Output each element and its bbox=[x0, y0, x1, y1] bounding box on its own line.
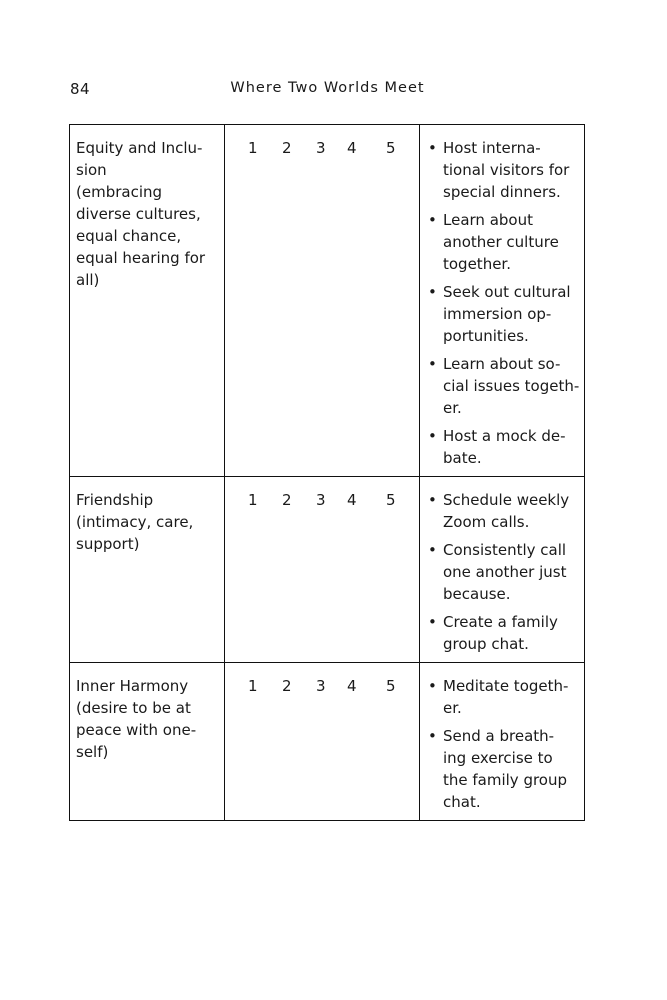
bullet-icon: • bbox=[428, 613, 437, 631]
rating-option-4: 4 bbox=[347, 139, 357, 157]
rating-scale bbox=[225, 675, 419, 697]
action-text: Send a breath- ing exercise to the family group chat. bbox=[443, 727, 568, 811]
bullet-icon: • bbox=[428, 427, 437, 445]
bullet-icon: • bbox=[428, 211, 437, 229]
bullet-icon: • bbox=[428, 677, 437, 695]
value-name: Equity and Inclu- sion bbox=[76, 139, 203, 179]
action-item bbox=[426, 353, 580, 419]
bullet-icon: • bbox=[428, 139, 437, 157]
rating-option-2: 2 bbox=[282, 139, 292, 157]
action-item bbox=[426, 489, 580, 533]
rating-option-1: 1 bbox=[248, 139, 258, 157]
rating-option-4: 4 bbox=[347, 491, 357, 509]
rating-option-5: 5 bbox=[386, 139, 396, 157]
value-name: Inner Harmony bbox=[76, 677, 189, 695]
rating-option-4: 4 bbox=[347, 677, 357, 695]
rating-option-3: 3 bbox=[316, 677, 326, 695]
action-text: Host interna- tional visitors for special dinners. bbox=[443, 139, 570, 201]
action-item bbox=[426, 425, 580, 469]
action-item bbox=[426, 281, 580, 347]
rating-cell bbox=[225, 663, 420, 821]
rating-scale bbox=[225, 489, 419, 511]
action-item bbox=[426, 675, 580, 719]
action-item bbox=[426, 137, 580, 203]
action-text: Schedule weekly Zoom calls. bbox=[443, 491, 570, 531]
action-text: Learn about so- cial issues togeth- er. bbox=[443, 355, 580, 417]
action-text: Create a family group chat. bbox=[443, 613, 558, 653]
action-text: Learn about another culture together. bbox=[443, 211, 559, 273]
action-item bbox=[426, 725, 580, 813]
action-text: Host a mock de- bate. bbox=[443, 427, 566, 467]
action-list bbox=[426, 137, 580, 469]
rating-scale bbox=[225, 137, 419, 159]
value-description: (embracing diverse cultures, equal chance, equal hearing for all) bbox=[76, 183, 206, 289]
actions-cell bbox=[420, 125, 585, 477]
value-cell bbox=[70, 663, 225, 821]
rating-option-2: 2 bbox=[282, 677, 292, 695]
action-list bbox=[426, 489, 580, 655]
rating-cell bbox=[225, 477, 420, 663]
rating-cell bbox=[225, 125, 420, 477]
bullet-icon: • bbox=[428, 727, 437, 745]
action-text: Consistently call one another just because. bbox=[443, 541, 567, 603]
rating-option-1: 1 bbox=[248, 677, 258, 695]
bullet-icon: • bbox=[428, 541, 437, 559]
value-cell bbox=[70, 477, 225, 663]
value-cell bbox=[70, 125, 225, 477]
table-row bbox=[70, 663, 585, 821]
values-table bbox=[69, 124, 585, 821]
rating-option-5: 5 bbox=[386, 677, 396, 695]
bullet-icon: • bbox=[428, 491, 437, 509]
action-item bbox=[426, 539, 580, 605]
action-item bbox=[426, 209, 580, 275]
actions-cell bbox=[420, 663, 585, 821]
bullet-icon: • bbox=[428, 283, 437, 301]
value-description: (desire to be at peace with one- self) bbox=[76, 699, 197, 761]
action-item bbox=[426, 611, 580, 655]
rating-option-2: 2 bbox=[282, 491, 292, 509]
table-row bbox=[70, 125, 585, 477]
running-title: Where Two Worlds Meet bbox=[230, 80, 425, 96]
action-text: Meditate togeth- er. bbox=[443, 677, 569, 717]
rating-option-3: 3 bbox=[316, 491, 326, 509]
rating-option-3: 3 bbox=[316, 139, 326, 157]
table-row bbox=[70, 477, 585, 663]
actions-cell bbox=[420, 477, 585, 663]
bullet-icon: • bbox=[428, 355, 437, 373]
value-description: (intimacy, care, support) bbox=[76, 513, 194, 553]
rating-option-5: 5 bbox=[386, 491, 396, 509]
rating-option-1: 1 bbox=[248, 491, 258, 509]
page-number: 84 bbox=[70, 80, 91, 98]
value-name: Friendship bbox=[76, 491, 154, 509]
action-list bbox=[426, 675, 580, 813]
action-text: Seek out cultural immersion op- portunities. bbox=[443, 283, 571, 345]
